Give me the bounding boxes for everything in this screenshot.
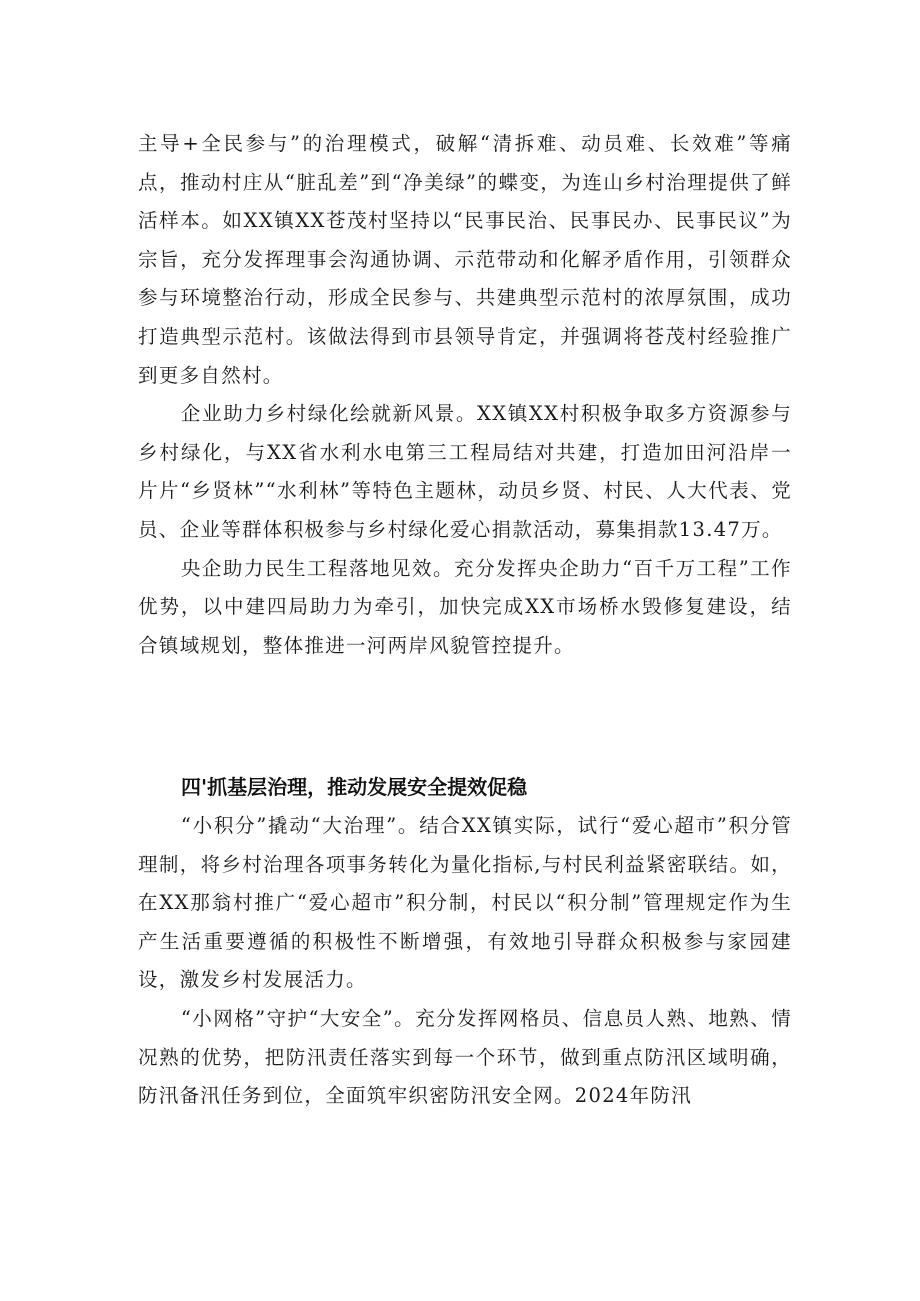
- paragraph-5: “小网格”守护“大安全”。充分发挥网格员、信息员人熟、地熟、情况熟的优势，把防汛责任落实到每一个环节，做到重点防汛区域明确，防汛备汛任务到位，全面筑牢织密防汛安全网。2024年防汛: [138, 1006, 792, 1108]
- body-section-bottom: [138, 807, 792, 1116]
- paragraph-4: “小积分”撬动“大治理”。结合XX镇实际，试行“爱心超市”积分管理制，将乡村治理各项事务转化为量化指标,与村民利益紧密联结。如，在XX那翁村推广“爱心超市”积分制，村民以“积分制”管理规定作为生产生活重要遵循的积极性不断增强，有效地引导群众积极参与家园建设，激发乡村发展活力。: [138, 814, 792, 992]
- body-section-top: [138, 125, 792, 665]
- paragraph-2: 企业助力乡村绿化绘就新风景。XX镇XX村积极争取多方资源参与乡村绿化，与XX省水利水电第三工程局结对共建，打造加田河沿岸一片片“乡贤林”“水利林”等特色主题林，动员乡贤、村民、人大代表、党员、企业等群体积极参与乡村绿化爱心捐款活动，募集捐款13.47万。: [138, 402, 792, 541]
- section-heading: 四'抓基层治理，推动发展安全提效促稳: [181, 775, 528, 799]
- paragraph-3: 央企助力民生工程落地见效。充分发挥央企助力“百千万工程”工作优势，以中建四局助力为牵引，加快完成XX市场桥水毁修复建设，结合镇域规划，整体推进一河两岸风貌管控提升。: [138, 556, 792, 657]
- paragraph-1: 主导+全民参与”的治理模式，破解“清拆难、动员难、长效难”等痛点，推动村庄从“脏乱差”到“净美绿”的蝶变，为连山乡村治理提供了鲜活样本。如XX镇XX苍茂村坚持以“民事民治、民事民办、民事民议”为宗旨，充分发挥理事会沟通协调、示范带动和化解矛盾作用，引领群众参与环境整治行动，形成全民参与、共建典型示范村的浓厚氛围，成功打造典型示范村。该做法得到市县领导肯定，并强调将苍茂村经验推广到更多自然村。: [138, 132, 792, 387]
